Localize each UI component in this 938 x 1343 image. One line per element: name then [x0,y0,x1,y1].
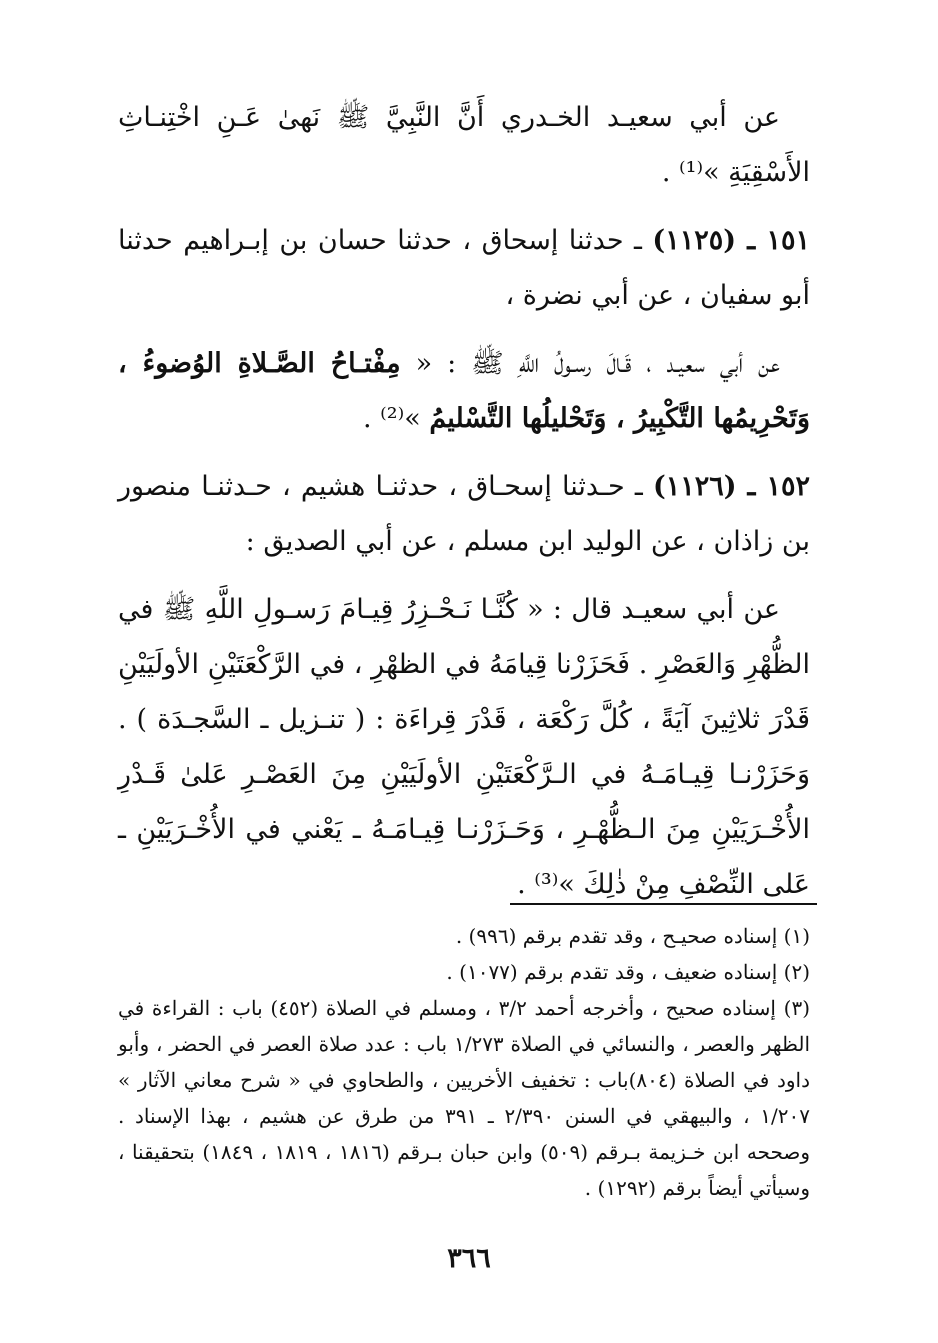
hadith-152-number: ١٥٢ ـ (١١٢٦) [652,471,810,502]
isnad-151 [118,213,810,323]
page-number: ٣٦٦ [447,1243,491,1274]
footnote-1: (١) إسناده صحيـح ، وقد تقدم برقم (٩٩٦) . [455,924,810,948]
hadith-150-text [118,90,810,200]
isnad-151-text: ـ حدثنا إسحاق ، حدثنا حسان بن إبـراهيم حدثنا أبو سفيان ، عن أبي نضرة ، [118,225,810,311]
isnad-152 [118,459,810,569]
hadith-151-suffix: »⁽²⁾ . [362,403,430,434]
main-text [118,90,810,925]
hadith-152-body: عن أبي سعيـد قال : « كُنَّـا نَـحْـزِرُ قِيـامَ رَسـولِ اللَّهِ ﷺ في الظُّهْرِ وَالعَصْرِ . فَحَزَرْنا قِيامَهُ في الظهْرِ ، في الرَّكْعَتَيْنِ الأولَيَيْنِ قَدْرَ ثلاثِينَ آيَةً ، كُلَّ رَكْعَة ، قَدْرَ قِراءَة : ( تنـزيل ـ السَّجـدَة ) . وَحَزَرْنـا قِيـامَـهُ في الـرَّكْعَتَيْنِ الأولَيَيْنِ مِنَ العَصْـرِ عَلىٰ قَـدْرِ الأُخْـرَيَيْنِ مِنَ الـظُّهْـرِ ، وَحَـزَرْنـا قِيـامَـهُ ـ يَعْني في الأُخْـرَيَيْنِ ـ عَلى النِّصْفِ مِنْ ذٰلِكَ »⁽³⁾ . [118,594,810,900]
hadith-151-quote: مِفْتـاحُ الصَّـلاةِ الوُضوءُ ، وَتَحْرِيمُها التَّكْبِيرُ ، وَتَحْليلُها التَّسْليمُ [118,348,810,434]
footnote-separator [510,903,817,905]
hadith-151-number: ١٥١ ـ (١١٢٥) [652,225,810,256]
hadith-151-prefix: عن أبي سعيـد ، قَـالَ رسـولُ اللَّهِ ﷺ : « [400,348,780,379]
footnotes [118,918,810,1206]
hadith-152-text [118,582,810,912]
hadith-150-body: عن أبي سعيـد الخـدري أَنَّ النَّبِيَّ ﷺ نَهىٰ عَـنِ اخْتِنـاثِ الأَسْقِيَةِ »⁽¹⁾ . [118,102,810,188]
footnote-2: (٢) إسناده ضعيف ، وقد تقدم برقم (١٠٧٧) . [446,960,810,984]
hadith-151-text [118,336,810,446]
footnote-3: (٣) إسناده صحيح ، وأخرجه أحمد ٣/٢ ، ومسلم في الصلاة (٤٥٢) باب : القراءة في الظهر والعصر ، والنسائي في الصلاة ١/٢٧٣ باب : عدد صلاة العصر في الحضر ، وأبو داود في الصلاة (٨٠٤)باب : تخفيف الأخريين ، والطحاوي في « شرح معاني الآثار » ١/٢٠٧ ، والبيهقي في السنن ٢/٣٩٠ ـ ٣٩١ من طرق عن هشيم ، بهذا الإسناد . وصححه ابن خـزيمة بـرقم (٥٠٩) وابن حبان بـرقم (١٨١٦ ، ١٨١٩ ، ١٨٤٩) بتحقيقنا ، وسيأتي أيضاً برقم (١٢٩٢) . [118,996,811,1200]
isnad-152-text: ـ حـدثنا إسحـاق ، حدثنـا هشيم ، حـدثنـا منصور بن زاذان ، عن الوليد ابن مسلم ، عن أبي الصديق : [118,471,810,557]
